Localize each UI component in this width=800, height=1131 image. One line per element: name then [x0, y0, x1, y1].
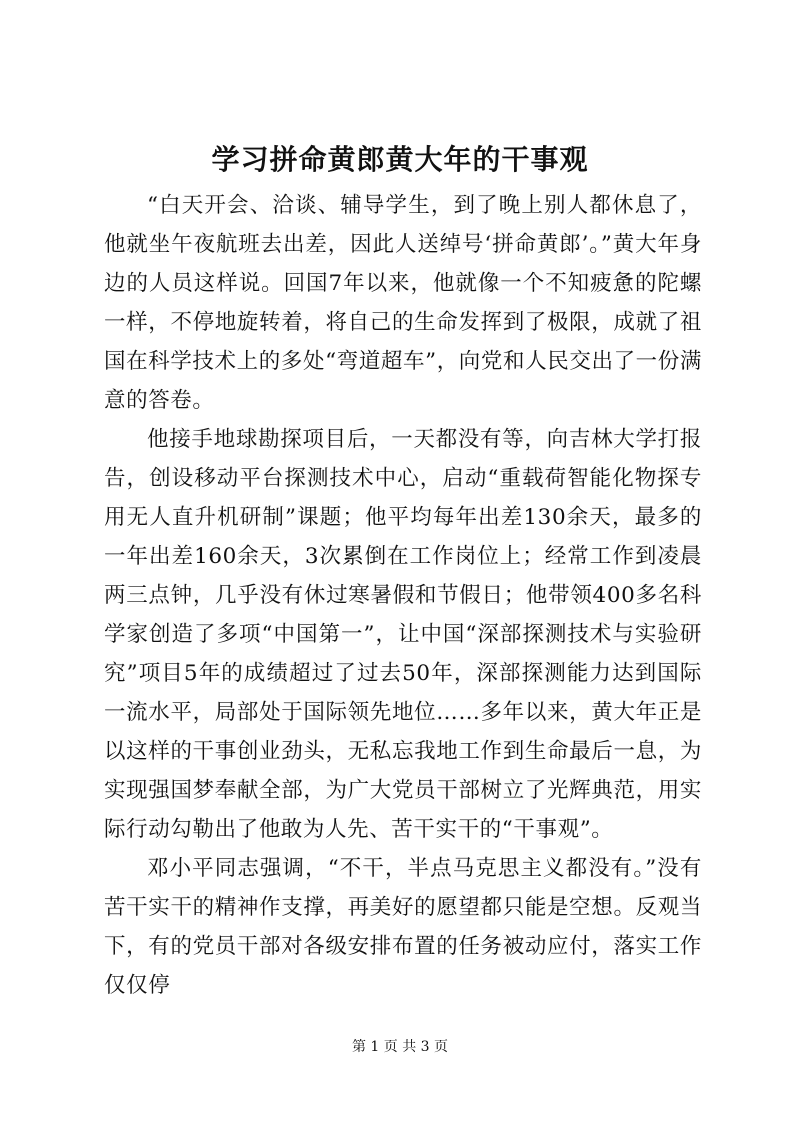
- paragraph-1: “白天开会、洽谈、辅导学生，到了晚上别人都休息了，他就坐午夜航班去出差，因此人送绰号‘拼命黄郎’。”黄大年身边的人员这样说。回国7年以来，他就像一个不知疲惫的陀螺一样，不停地旋转着，将自己的生命发挥到了极限，成就了祖国在科学技术上的多处“弯道超车”，向党和人民交出了一份满意的答卷。: [104, 193, 702, 413]
- page-footer: 第 1 页 共 3 页: [351, 1039, 449, 1055]
- document-title: 学习拼命黄郎黄大年的干事观: [211, 143, 589, 176]
- paragraph-2: 他接手地球勘探项目后，一天都没有等，向吉林大学打报告，创设移动平台探测技术中心，启动“重载荷智能化物探专用无人直升机研制”课题；他平均每年出差130余天，最多的一年出差160余天，3次累倒在工作岗位上；经常工作到凌晨两三点钟，几乎没有休过寒暑假和节假日；他带领400多名科学家创造了多项“中国第一”，让中国“深部探测技术与实验研究”项目5年的成绩超过了过去50年，深部探测能力达到国际一流水平，局部处于国际领先地位……多年以来，黄大年正是以这样的干事创业劲头，无私忘我地工作到生命最后一息，为实现强国梦奉献全部，为广大党员干部树立了光辉典范，用实际行动勾勒出了他敢为人先、苦干实干的“干事观”。: [104, 427, 702, 842]
- document-body: [104, 186, 702, 1005]
- paragraph-3: 邓小平同志强调，“不干，半点马克思主义都没有。”没有苦干实干的精神作支撑，再美好的愿望都只能是空想。反观当下，有的党员干部对各级安排布置的任务被动应付，落实工作仅仅停: [104, 856, 702, 998]
